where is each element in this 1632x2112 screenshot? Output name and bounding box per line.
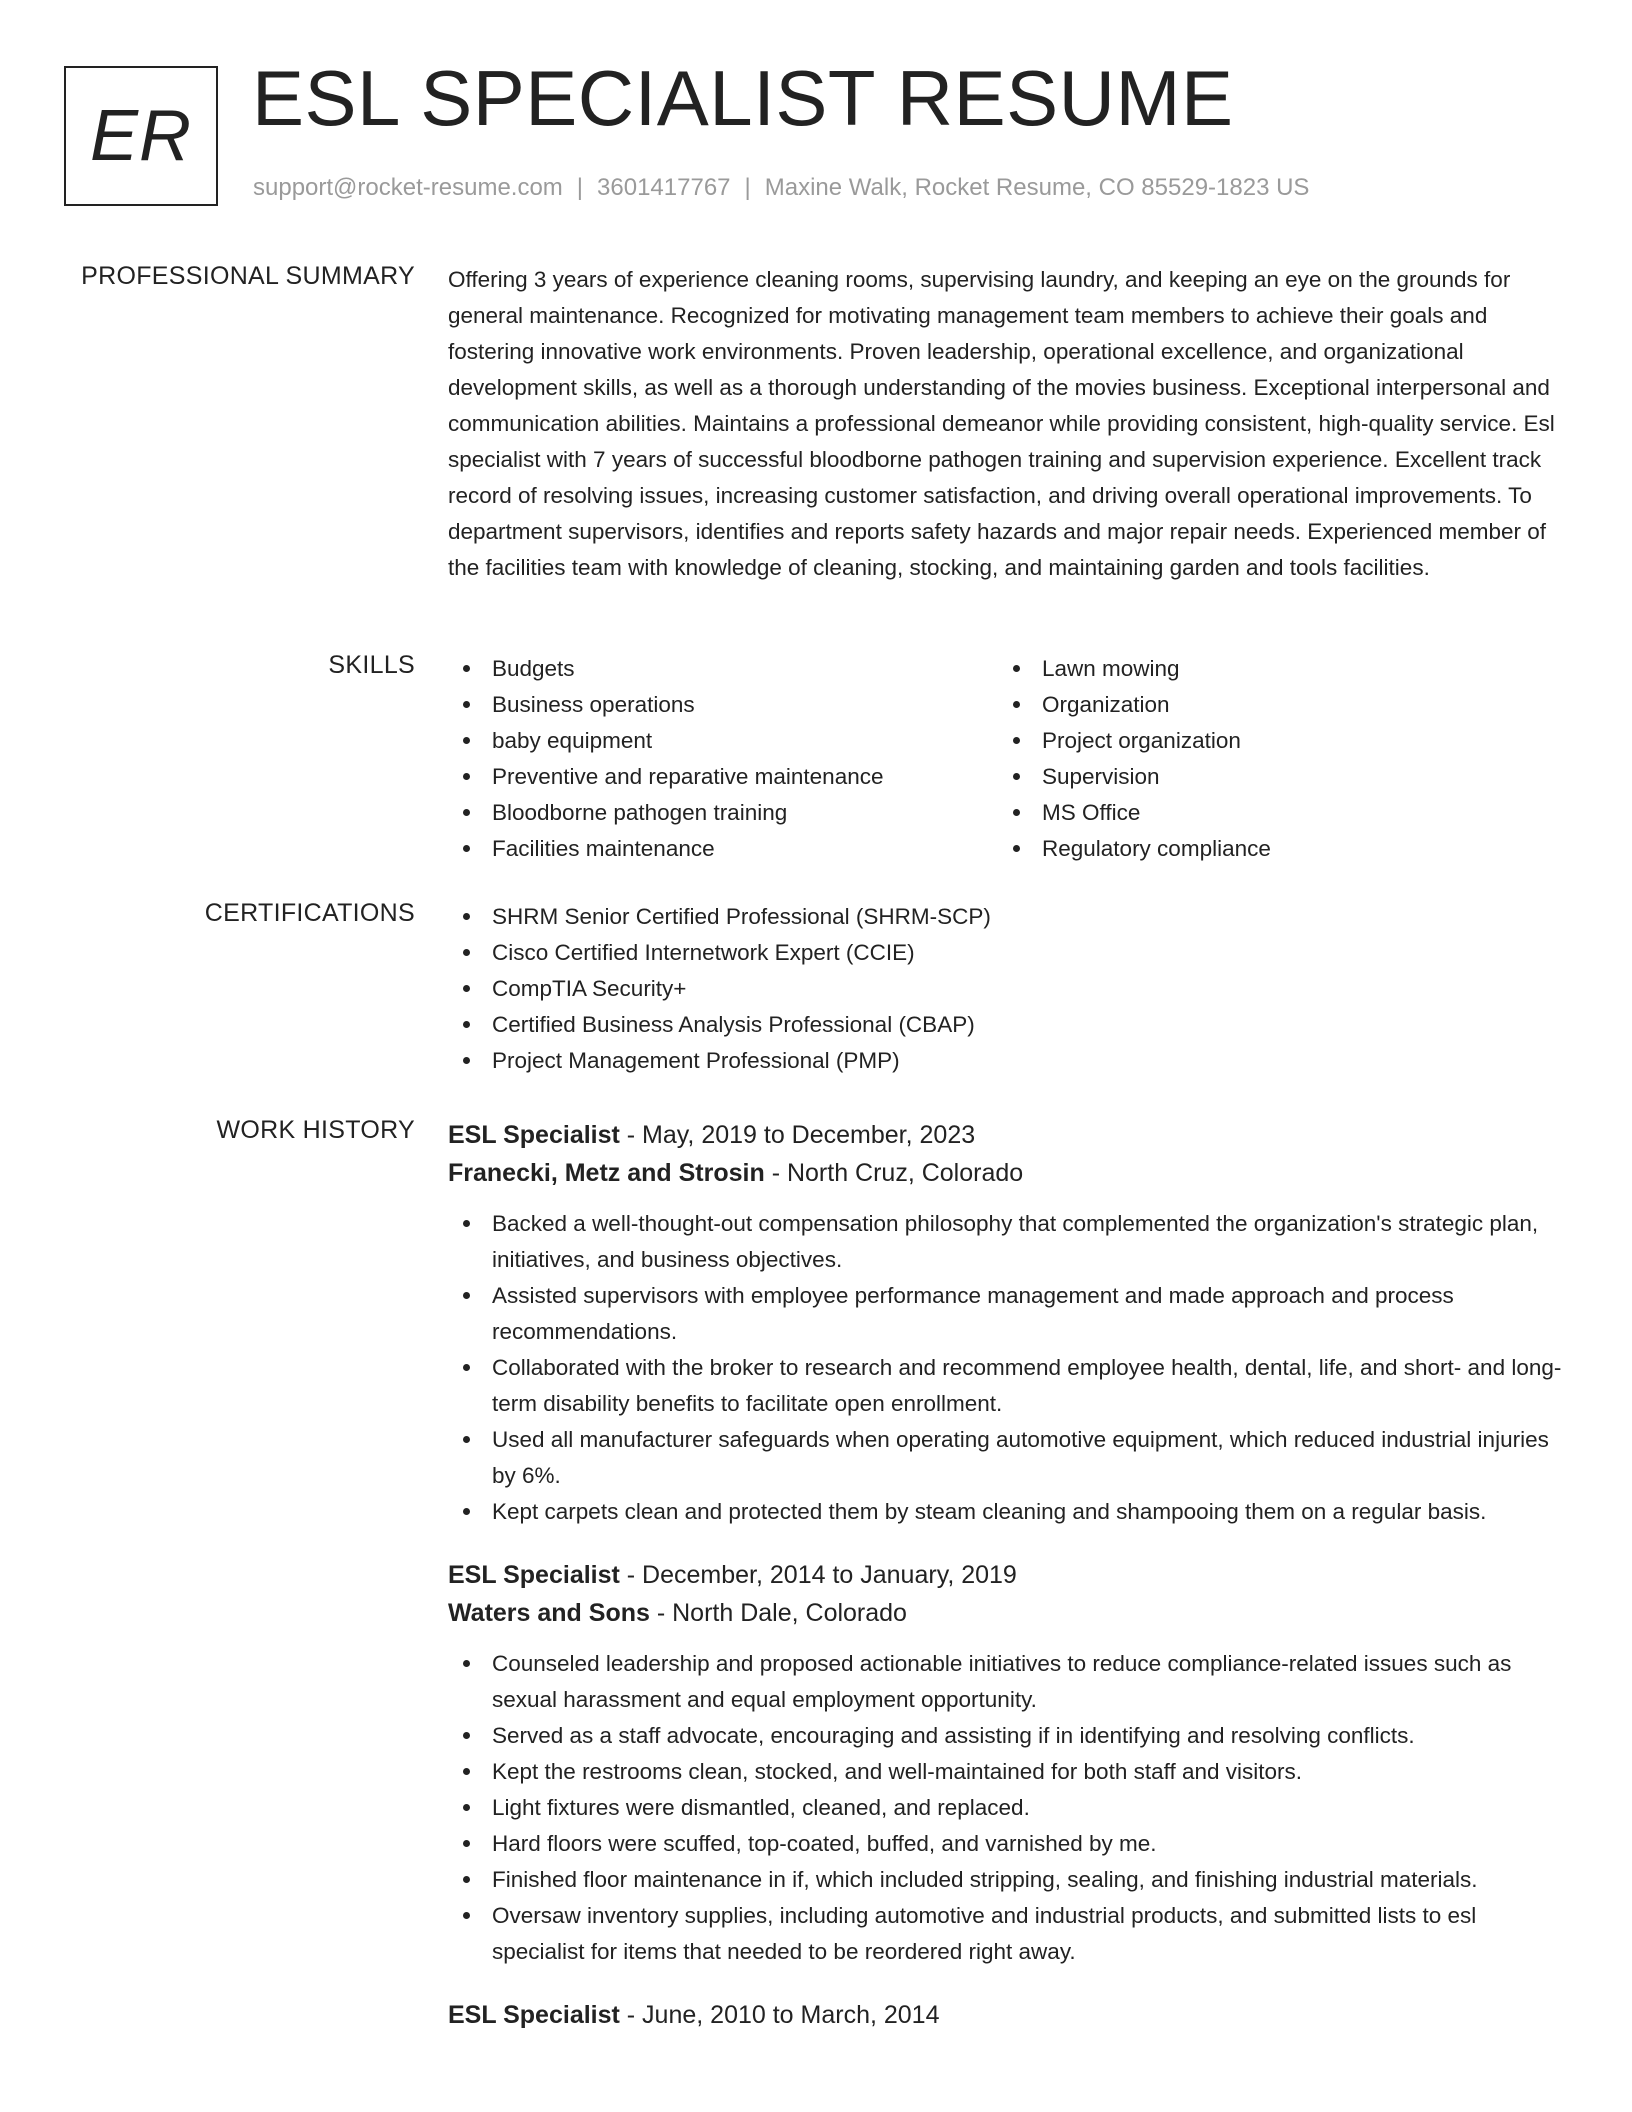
job-bullet: Used all manufacturer safeguards when operating automotive equipment, which reduced industrial injuries by 6%.	[448, 1422, 1563, 1494]
job-dates: - December, 2014 to January, 2019	[619, 1561, 1017, 1589]
section-label-summary: PROFESSIONAL SUMMARY	[81, 262, 415, 290]
skill-item: Preventive and reparative maintenance	[448, 759, 998, 795]
skill-item: Supervision	[998, 759, 1548, 795]
job-company: Waters and Sons	[448, 1599, 650, 1627]
certifications-body	[448, 899, 1563, 1079]
work-history-body	[448, 1116, 1563, 2060]
job-bullets	[448, 1206, 1563, 1530]
skill-item: Regulatory compliance	[998, 831, 1548, 867]
job-bullet: Kept carpets clean and protected them by steam cleaning and shampooing them on a regular basis.	[448, 1494, 1563, 1530]
job-entry	[448, 1116, 1563, 1530]
job-company-line	[448, 1594, 1563, 1632]
job-title-line	[448, 1556, 1563, 1594]
job-bullets	[448, 1646, 1563, 1970]
skill-item: baby equipment	[448, 723, 998, 759]
contact-email: support@rocket-resume.com	[253, 174, 563, 201]
skill-item: MS Office	[998, 795, 1548, 831]
job-title-line	[448, 1996, 1563, 2034]
contact-separator: |	[744, 174, 751, 201]
job-bullet: Kept the restrooms clean, stocked, and well-maintained for both staff and visitors.	[448, 1754, 1563, 1790]
job-title-line	[448, 1116, 1563, 1154]
skills-grid	[448, 651, 1563, 867]
job-bullet: Served as a staff advocate, encouraging and assisting if in identifying and resolving conflicts.	[448, 1718, 1563, 1754]
skill-item: Budgets	[448, 651, 998, 687]
contact-address: Maxine Walk, Rocket Resume, CO 85529-1823 US	[764, 174, 1310, 201]
section-label-skills: SKILLS	[328, 651, 415, 679]
job-location: - North Dale, Colorado	[649, 1599, 907, 1627]
job-title: ESL Specialist	[448, 1121, 620, 1149]
job-entry	[448, 1556, 1563, 1970]
skill-item: Project organization	[998, 723, 1548, 759]
job-bullet: Hard floors were scuffed, top-coated, buffed, and varnished by me.	[448, 1826, 1563, 1862]
certification-item: Certified Business Analysis Professional (CBAP)	[448, 1007, 1563, 1043]
job-company: Franecki, Metz and Strosin	[448, 1159, 765, 1187]
job-bullet: Counseled leadership and proposed actionable initiatives to reduce compliance-related issues such as sexual harassment and equal employment opportunity.	[448, 1646, 1563, 1718]
job-dates: - May, 2019 to December, 2023	[619, 1121, 976, 1149]
contact-phone: 3601417767	[597, 174, 731, 201]
certification-item: Cisco Certified Internetwork Expert (CCIE)	[448, 935, 1563, 971]
contact-line	[253, 174, 1309, 202]
job-dates: - June, 2010 to March, 2014	[619, 2001, 940, 2029]
skill-item: Facilities maintenance	[448, 831, 998, 867]
job-company-line	[448, 1154, 1563, 1192]
job-entry	[448, 1996, 1563, 2034]
summary-text: Offering 3 years of experience cleaning rooms, supervising laundry, and keeping an eye on the grounds for general maintenance. Recognized for motivating management team members to achieve their goals and fostering innovative work environments. Proven leadership, operational excellence, and organizational development skills, as well as a thorough understanding of the movies business. Exceptional interpersonal and communication abilities. Maintains a professional demeanor while providing consistent, high-quality service. Esl specialist with 7 years of successful bloodborne pathogen training and supervision experience. Excellent track record of resolving issues, increasing customer satisfaction, and driving overall operational improvements. To department supervisors, identifies and reports safety hazards and major repair needs. Experienced member of the facilities team with knowledge of cleaning, stocking, and maintaining garden and tools facilities.	[448, 267, 1555, 580]
job-bullet: Backed a well-thought-out compensation philosophy that complemented the organization's strategic plan, initiatives, and business objectives.	[448, 1206, 1563, 1278]
job-bullet: Oversaw inventory supplies, including automotive and industrial products, and submitted lists to esl specialist for items that needed to be reordered right away.	[448, 1898, 1563, 1970]
skills-body	[448, 651, 1563, 867]
job-title: ESL Specialist	[448, 2001, 620, 2029]
contact-separator: |	[576, 174, 584, 201]
job-location: - North Cruz, Colorado	[764, 1159, 1024, 1187]
job-bullet: Assisted supervisors with employee performance management and made approach and process recommendations.	[448, 1278, 1563, 1350]
skills-list-left	[448, 651, 998, 867]
page-title: ESL SPECIALIST RESUME	[252, 54, 1234, 142]
certification-item: SHRM Senior Certified Professional (SHRM-SCP)	[448, 899, 1563, 935]
job-bullet: Collaborated with the broker to research and recommend employee health, dental, life, and short- and long-term disability benefits to facilitate open enrollment.	[448, 1350, 1563, 1422]
skill-item: Organization	[998, 687, 1548, 723]
job-bullet: Finished floor maintenance in if, which included stripping, sealing, and finishing industrial materials.	[448, 1862, 1563, 1898]
skill-item: Lawn mowing	[998, 651, 1548, 687]
section-label-work-history: WORK HISTORY	[216, 1116, 415, 1144]
certification-item: Project Management Professional (PMP)	[448, 1043, 1563, 1079]
summary-body	[448, 262, 1563, 586]
monogram-logo: ER	[64, 66, 218, 206]
certifications-list	[448, 899, 1563, 1079]
certification-item: CompTIA Security+	[448, 971, 1563, 1007]
section-label-certifications: CERTIFICATIONS	[204, 899, 415, 927]
skill-item: Bloodborne pathogen training	[448, 795, 998, 831]
skills-list-right	[998, 651, 1548, 867]
job-title: ESL Specialist	[448, 1561, 620, 1589]
job-bullet: Light fixtures were dismantled, cleaned, and replaced.	[448, 1790, 1563, 1826]
skill-item: Business operations	[448, 687, 998, 723]
